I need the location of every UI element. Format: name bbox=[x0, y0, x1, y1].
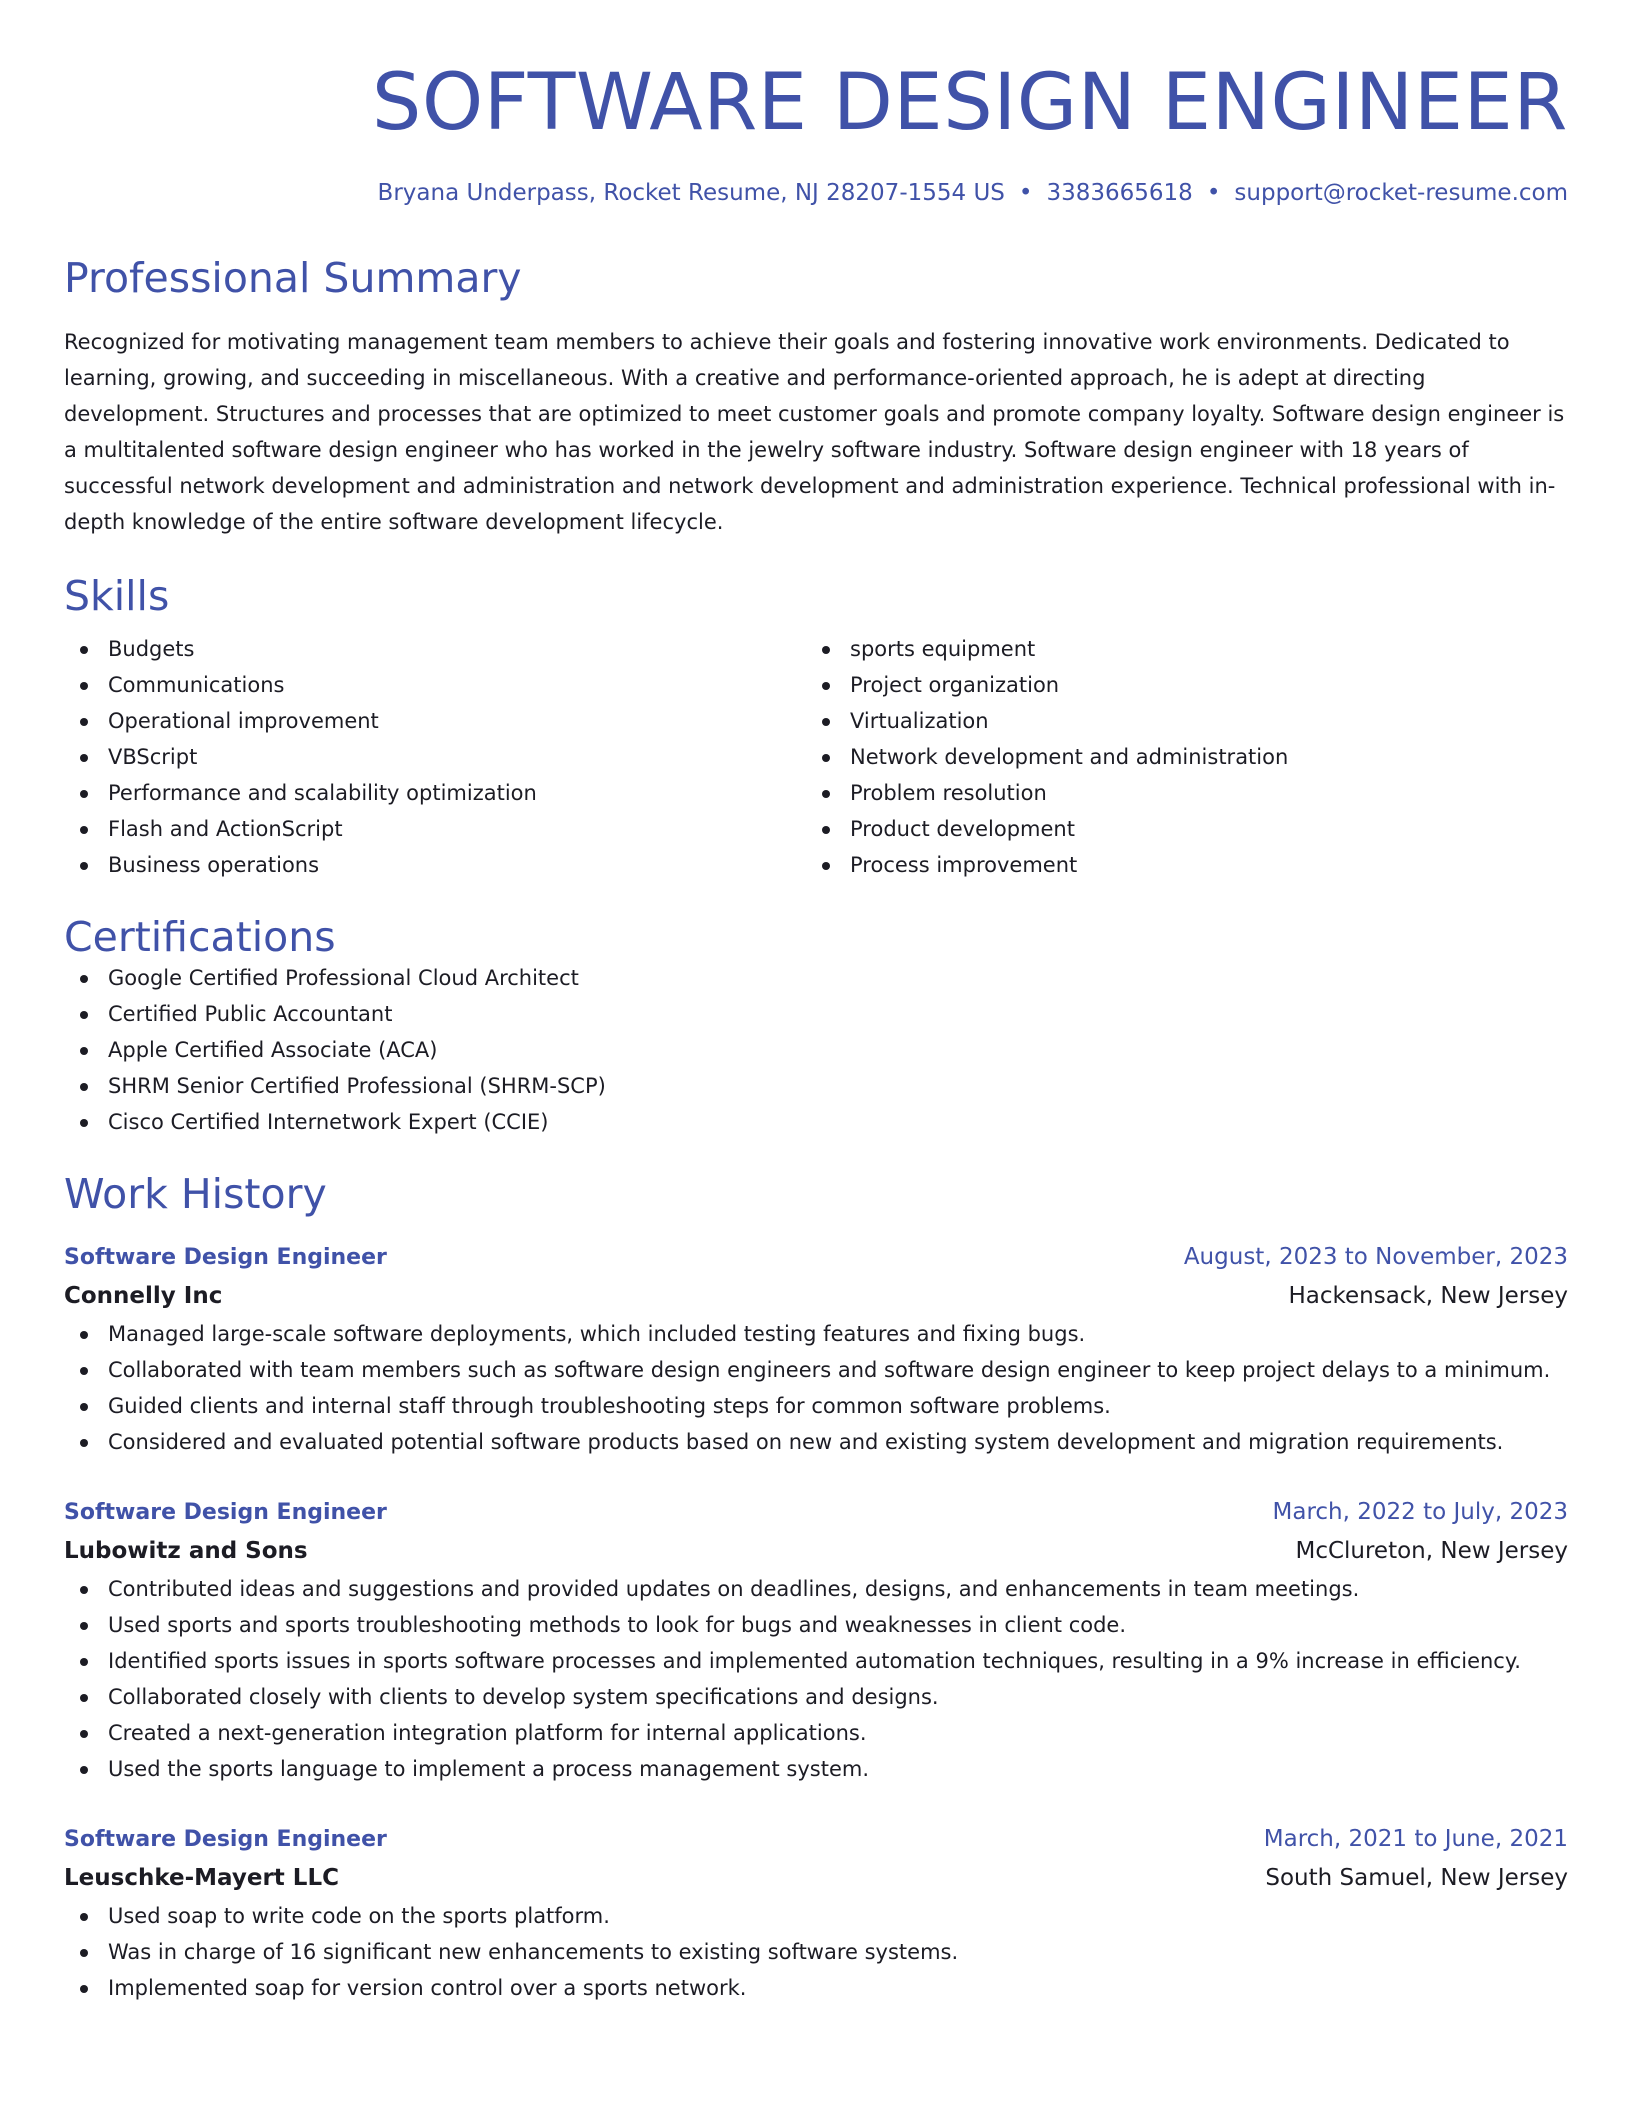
job-bullet: Identified sports issues in sports software processes and implemented automation techniques, resulting in a 9% increase in efficiency. bbox=[64, 1643, 1568, 1679]
job-header-row bbox=[64, 1239, 1568, 1276]
job-company: Lubowitz and Sons bbox=[64, 1538, 308, 1565]
skill-item: sports equipment bbox=[806, 631, 1548, 667]
certification-item: SHRM Senior Certified Professional (SHRM-SCP) bbox=[64, 1068, 1568, 1104]
job-entry bbox=[64, 1821, 1568, 2006]
certification-item: Certified Public Accountant bbox=[64, 996, 1568, 1032]
job-dates: August, 2023 to November, 2023 bbox=[1183, 1244, 1568, 1271]
skill-item: Process improvement bbox=[806, 847, 1548, 883]
job-company: Leuschke-Mayert LLC bbox=[64, 1865, 339, 1892]
skills-list-right bbox=[806, 631, 1548, 883]
certification-item: Apple Certified Associate (ACA) bbox=[64, 1032, 1568, 1068]
certifications-list bbox=[64, 960, 1568, 1140]
job-dates: March, 2022 to July, 2023 bbox=[1272, 1499, 1568, 1526]
contact-separator: • bbox=[1206, 180, 1221, 206]
skill-item: Performance and scalability optimization bbox=[64, 775, 806, 811]
skill-item: Budgets bbox=[64, 631, 806, 667]
job-location: McClureton, New Jersey bbox=[1295, 1538, 1568, 1565]
skill-item: Business operations bbox=[64, 847, 806, 883]
job-bullet: Used soap to write code on the sports platform. bbox=[64, 1898, 1568, 1934]
job-bullets bbox=[64, 1571, 1568, 1787]
job-entry bbox=[64, 1239, 1568, 1460]
job-header-row bbox=[64, 1494, 1568, 1531]
skill-item: Flash and ActionScript bbox=[64, 811, 806, 847]
certification-item: Cisco Certified Internetwork Expert (CCIE) bbox=[64, 1104, 1568, 1140]
summary-heading: Professional Summary bbox=[64, 254, 522, 302]
contact-address: Bryana Underpass, Rocket Resume, NJ 28207-1554 US bbox=[377, 180, 1005, 206]
job-bullet: Guided clients and internal staff through troubleshooting steps for common software problems. bbox=[64, 1388, 1568, 1424]
skill-item: Operational improvement bbox=[64, 703, 806, 739]
skill-item: Project organization bbox=[806, 667, 1548, 703]
skill-item: Communications bbox=[64, 667, 806, 703]
job-bullet: Used sports and sports troubleshooting methods to look for bugs and weaknesses in client code. bbox=[64, 1607, 1568, 1643]
job-title: Software Design Engineer bbox=[64, 1827, 387, 1853]
job-company: Connelly Inc bbox=[64, 1283, 223, 1310]
skill-item: VBScript bbox=[64, 739, 806, 775]
job-bullet: Collaborated with team members such as software design engineers and software design engineer to keep project delays to a minimum. bbox=[64, 1352, 1568, 1388]
job-title: Software Design Engineer bbox=[64, 1245, 387, 1271]
job-bullets bbox=[64, 1316, 1568, 1460]
skills-heading: Skills bbox=[64, 572, 170, 621]
skill-item: Network development and administration bbox=[806, 739, 1548, 775]
job-bullet: Managed large-scale software deployments, which included testing features and fixing bugs. bbox=[64, 1316, 1568, 1352]
certification-item: Google Certified Professional Cloud Architect bbox=[64, 960, 1568, 996]
contact-separator: • bbox=[1018, 180, 1033, 206]
resume-title: SOFTWARE DESIGN ENGINEER bbox=[371, 58, 1568, 148]
work-history-heading: Work History bbox=[64, 1170, 327, 1219]
job-company-row bbox=[64, 1531, 1568, 1571]
contact-line bbox=[64, 180, 1568, 206]
job-bullet: Used the sports language to implement a process management system. bbox=[64, 1751, 1568, 1787]
job-bullet: Was in charge of 16 significant new enhancements to existing software systems. bbox=[64, 1934, 1568, 1970]
contact-email[interactable]: support@rocket-resume.com bbox=[1234, 180, 1568, 206]
job-company-row bbox=[64, 1858, 1568, 1898]
job-company-row bbox=[64, 1276, 1568, 1316]
job-bullet: Contributed ideas and suggestions and provided updates on deadlines, designs, and enhancements in team meetings. bbox=[64, 1571, 1568, 1607]
certifications-heading: Certifications bbox=[64, 913, 336, 962]
skills-grid bbox=[64, 631, 1568, 883]
job-bullets bbox=[64, 1898, 1568, 2006]
contact-phone: 3383665618 bbox=[1046, 180, 1193, 206]
job-location: South Samuel, New Jersey bbox=[1265, 1865, 1568, 1892]
skills-list-left bbox=[64, 631, 806, 883]
job-bullet: Created a next-generation integration platform for internal applications. bbox=[64, 1715, 1568, 1751]
job-dates: March, 2021 to June, 2021 bbox=[1263, 1826, 1568, 1853]
skill-item: Product development bbox=[806, 811, 1548, 847]
job-bullet: Collaborated closely with clients to develop system specifications and designs. bbox=[64, 1679, 1568, 1715]
job-title: Software Design Engineer bbox=[64, 1500, 387, 1526]
skill-item: Virtualization bbox=[806, 703, 1548, 739]
job-location: Hackensack, New Jersey bbox=[1288, 1283, 1568, 1310]
job-bullet: Considered and evaluated potential software products based on new and existing system development and migration requirements. bbox=[64, 1424, 1568, 1460]
job-header-row bbox=[64, 1821, 1568, 1858]
summary-text: Recognized for motivating management team members to achieve their goals and fostering innovative work environments. Dedicated to learning, growing, and succeeding in miscellaneous. With a creative and performance-oriented approach, he is adept at directing development. Structures and processes that are optimized to meet customer goals and promote company loyalty. Software design engineer is a multitalented software design engineer who has worked in the jewelry software industry. Software design engineer with 18 years of successful network development and administration and network development and administration experience. Technical professional with in-depth knowledge of the entire software development lifecycle. bbox=[64, 330, 1565, 535]
skill-item: Problem resolution bbox=[806, 775, 1548, 811]
job-entry bbox=[64, 1494, 1568, 1787]
job-bullet: Implemented soap for version control over a sports network. bbox=[64, 1970, 1568, 2006]
